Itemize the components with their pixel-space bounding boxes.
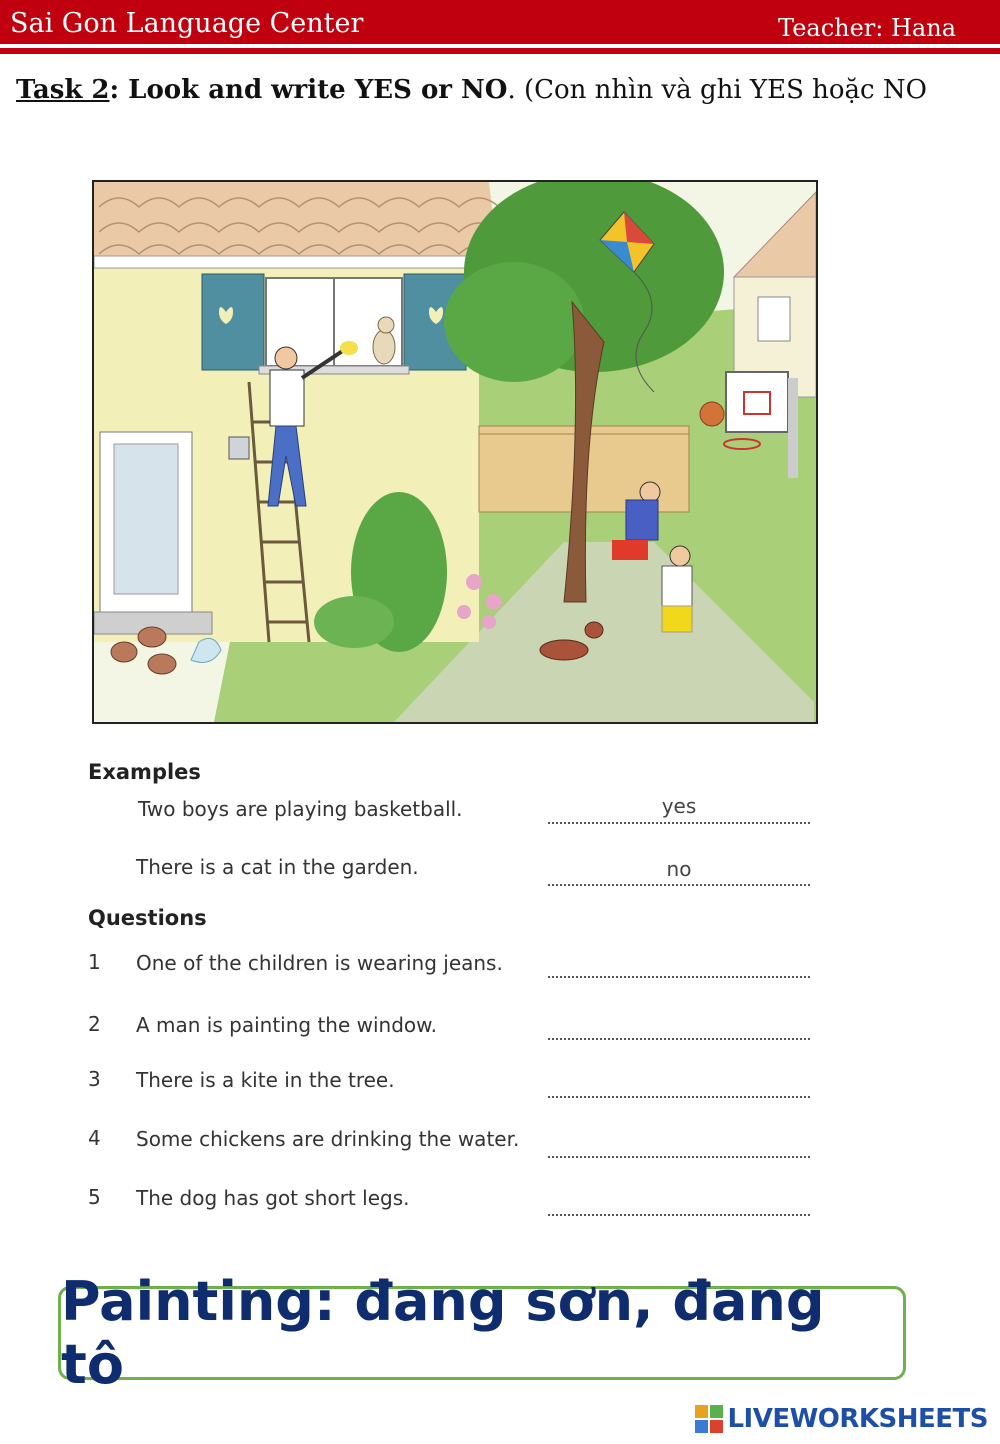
backyard-illustration: [94, 182, 816, 722]
scene-illustration: [92, 180, 818, 724]
example-1-answer-line: [548, 822, 810, 824]
examples-heading: Examples: [88, 760, 201, 784]
teacher-name: Teacher: Hana: [778, 14, 956, 42]
question-2-answer-line[interactable]: [548, 1038, 810, 1040]
vocabulary-callout: [58, 1270, 906, 1396]
question-1-number: 1: [88, 950, 101, 974]
question-4-text: Some chickens are drinking the water.: [136, 1127, 520, 1151]
question-1-answer-line[interactable]: [548, 976, 810, 978]
left-shutter: [202, 274, 264, 370]
task-title: : Look and write YES or NO: [109, 75, 508, 105]
center-name: Sai Gon Language Center: [10, 8, 364, 39]
question-2-text: A man is painting the window.: [136, 1013, 438, 1037]
question-3-answer-line[interactable]: [548, 1096, 810, 1098]
questions-heading: Questions: [88, 906, 207, 930]
liveworksheets-brand: [695, 1404, 988, 1434]
callout-text: Painting: đang sơn, đang tô: [61, 1270, 825, 1396]
header-divider: [0, 48, 1000, 54]
task-translation: . (Con nhìn và ghi YES hoặc NO: [507, 75, 927, 105]
question-1-text: One of the children is wearing jeans.: [136, 951, 503, 975]
roof: [94, 182, 499, 267]
question-5-answer-line[interactable]: [548, 1214, 810, 1216]
question-3-number: 3: [88, 1067, 101, 1091]
example-2-answer: no: [666, 857, 692, 881]
example-2-answer-line: [548, 884, 810, 886]
question-4-answer-line[interactable]: [548, 1156, 810, 1158]
brand-name: LIVEWORKSHEETS: [727, 1404, 988, 1434]
question-3-text: There is a kite in the tree.: [136, 1068, 395, 1092]
question-5-number: 5: [88, 1185, 101, 1209]
example-1-answer: yes: [661, 794, 697, 818]
question-5-text: The dog has got short legs.: [136, 1186, 410, 1210]
question-4-number: 4: [88, 1126, 101, 1150]
liveworksheets-logo-icon: [695, 1405, 723, 1433]
task-label: Task 2: [16, 75, 110, 105]
task-instruction: [16, 72, 976, 108]
example-1-text: Two boys are playing basketball.: [138, 797, 463, 821]
question-2-number: 2: [88, 1012, 101, 1036]
example-2-text: There is a cat in the garden.: [136, 855, 419, 879]
